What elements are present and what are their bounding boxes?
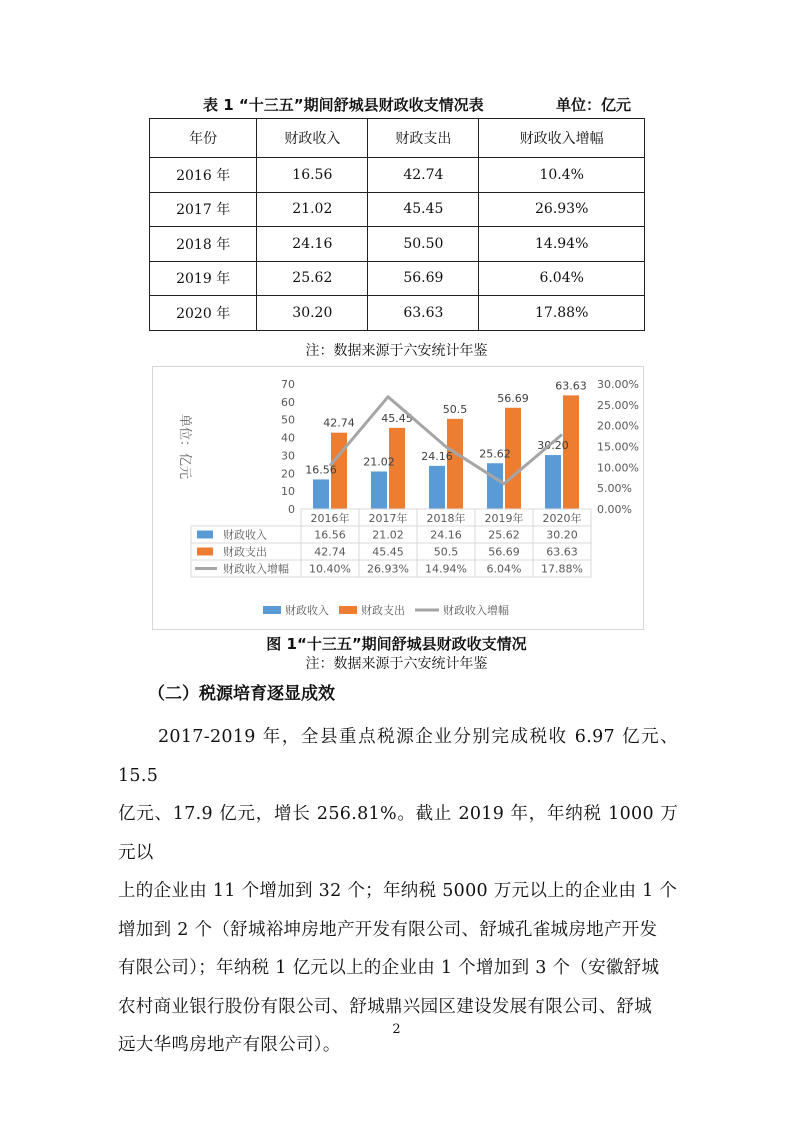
paragraph-line: 远大华鸣房地产有限公司）。	[118, 1035, 341, 1055]
data-label-revenue: 25.62	[479, 447, 511, 461]
table-header-row	[150, 119, 645, 158]
table-value: 21.02	[372, 528, 404, 542]
table-value: 50.5	[433, 545, 459, 559]
table-cell: 63.63	[368, 296, 479, 331]
y2-tick-label: 5.00%	[597, 482, 632, 496]
table-cell: 2019 年	[150, 261, 257, 296]
table-header: 财政收入增幅	[479, 119, 645, 158]
table-cell: 42.74	[368, 158, 479, 193]
table-note: 注：数据来源于六安统计年鉴	[305, 343, 488, 359]
paragraph-line: 上的企业由 11 个增加到 32 个；年纳税 5000 万元以上的企业由 1 个	[118, 881, 678, 901]
paragraph-line: 2017-2019 年，全县重点税源企业分别完成税收 6.97 亿元、15.5	[118, 727, 678, 786]
table-legend-swatch	[197, 548, 213, 556]
finance-chart	[153, 367, 643, 629]
finance-table	[149, 118, 645, 331]
bar-revenue	[429, 466, 445, 509]
paragraph-line: 农村商业银行股份有限公司、舒城鼎兴园区建设发展有限公司、舒城	[118, 996, 652, 1017]
table-cell: 26.93%	[479, 192, 645, 227]
x-tick-label: 2017年	[368, 512, 408, 525]
table-cell: 50.50	[368, 227, 479, 262]
table-value: 42.74	[314, 545, 346, 559]
table-row	[150, 192, 645, 227]
y2-tick-label: 20.00%	[597, 419, 639, 433]
y2-tick-label: 0.00%	[597, 503, 632, 516]
table-caption: 表 1 “十三五”期间舒城县财政收支情况表	[203, 96, 484, 114]
table-cell: 24.16	[257, 227, 368, 262]
legend-label: 财政收入增幅	[443, 604, 509, 617]
data-label-expenditure: 42.74	[323, 416, 355, 430]
table-value: 26.93%	[367, 562, 409, 576]
table-cell: 25.62	[257, 261, 368, 296]
table-cell: 56.69	[368, 261, 479, 296]
table-value: 10.40%	[309, 562, 351, 576]
bar-revenue	[313, 479, 329, 509]
paragraph-line: 有限公司）；年纳税 1 亿元以上的企业由 1 个增加到 3 个（安徽舒城	[118, 958, 660, 978]
y2-tick-label: 15.00%	[597, 440, 639, 454]
table-cell: 30.20	[257, 296, 368, 331]
table-cell: 17.88%	[479, 296, 645, 331]
table-row	[150, 296, 645, 331]
y-tick-label: 60	[281, 395, 295, 409]
bar-revenue	[545, 455, 561, 509]
data-label-revenue: 30.20	[537, 439, 569, 453]
y-tick-label: 30	[281, 449, 295, 463]
paragraph-line: 亿元、17.9 亿元，增长 256.81%。截止 2019 年，年纳税 1000 万元以	[118, 804, 678, 863]
section-title: （二）税源培育逐显成效	[148, 684, 335, 704]
table-value: 56.69	[488, 545, 520, 559]
x-tick-label: 2019年	[484, 512, 524, 525]
data-label-expenditure: 50.5	[442, 402, 468, 416]
table-header: 年份	[150, 119, 257, 158]
y2-tick-label: 30.00%	[597, 378, 639, 391]
table-cell: 2020 年	[150, 296, 257, 331]
figure-note: 注：数据来源于六安统计年鉴	[305, 656, 488, 672]
x-tick-label: 2016年	[310, 512, 350, 525]
y-tick-label: 50	[281, 413, 295, 427]
data-label-revenue: 21.02	[363, 455, 395, 469]
bar-expenditure	[563, 395, 579, 509]
y2-tick-label: 10.00%	[597, 461, 639, 475]
table-value: 30.20	[546, 528, 578, 542]
table-cell: 10.4%	[479, 158, 645, 193]
bar-revenue	[487, 463, 503, 509]
table-cell: 6.04%	[479, 261, 645, 296]
data-label-revenue: 24.16	[421, 449, 453, 463]
table-cell: 2018 年	[150, 227, 257, 262]
table-legend-swatch	[197, 531, 213, 539]
table-value: 16.56	[314, 528, 346, 542]
data-label-expenditure: 56.69	[497, 391, 529, 405]
paragraph-line: 增加到 2 个（舒城裕坤房地产开发有限公司、舒城孔雀城房地产开发	[118, 919, 658, 940]
table-value: 63.63	[546, 545, 578, 559]
table-value: 25.62	[488, 528, 520, 542]
data-label-expenditure: 45.45	[381, 411, 413, 425]
chart-frame	[152, 366, 644, 630]
body-paragraph	[118, 718, 678, 1065]
table-row	[150, 261, 645, 296]
legend-swatch	[339, 606, 357, 614]
table-value: 45.45	[372, 545, 404, 559]
legend-label: 财政支出	[361, 604, 405, 617]
y-tick-label: 0	[288, 503, 295, 516]
y-tick-label: 70	[281, 378, 295, 391]
x-tick-label: 2018年	[426, 512, 466, 525]
table-row	[150, 158, 645, 193]
table-series-name: 财政支出	[223, 545, 267, 559]
table-value: 24.16	[430, 528, 462, 542]
table-cell: 14.94%	[479, 227, 645, 262]
table-cell: 16.56	[257, 158, 368, 193]
table-value: 17.88%	[541, 562, 583, 576]
data-label-revenue: 16.56	[305, 463, 337, 477]
table-series-name: 财政收入增幅	[223, 562, 289, 576]
figure-caption: 图 1“十三五”期间舒城县财政收支情况	[266, 635, 527, 653]
table-row	[150, 227, 645, 262]
table-cell: 2017 年	[150, 192, 257, 227]
y-tick-label: 20	[281, 467, 295, 481]
table-header: 财政收入	[257, 119, 368, 158]
table-value: 14.94%	[425, 562, 467, 576]
table-cell: 45.45	[368, 192, 479, 227]
x-tick-label: 2020年	[542, 512, 582, 525]
table-unit: 单位：亿元	[556, 96, 632, 114]
table-header: 财政支出	[368, 119, 479, 158]
table-cell: 2016 年	[150, 158, 257, 193]
y-axis-title: 单位：亿元	[177, 413, 192, 480]
table-value: 6.04%	[486, 562, 522, 576]
table-series-name: 财政收入	[223, 528, 267, 542]
data-label-expenditure: 63.63	[555, 379, 587, 393]
legend-label: 财政收入	[285, 604, 329, 617]
table-cell: 21.02	[257, 192, 368, 227]
y-tick-label: 40	[281, 431, 295, 445]
y-tick-label: 10	[281, 485, 295, 499]
page-number: 2	[392, 1022, 401, 1037]
bar-expenditure	[447, 419, 463, 509]
y2-tick-label: 25.00%	[597, 398, 639, 412]
bar-revenue	[371, 471, 387, 509]
legend-swatch	[263, 606, 281, 614]
